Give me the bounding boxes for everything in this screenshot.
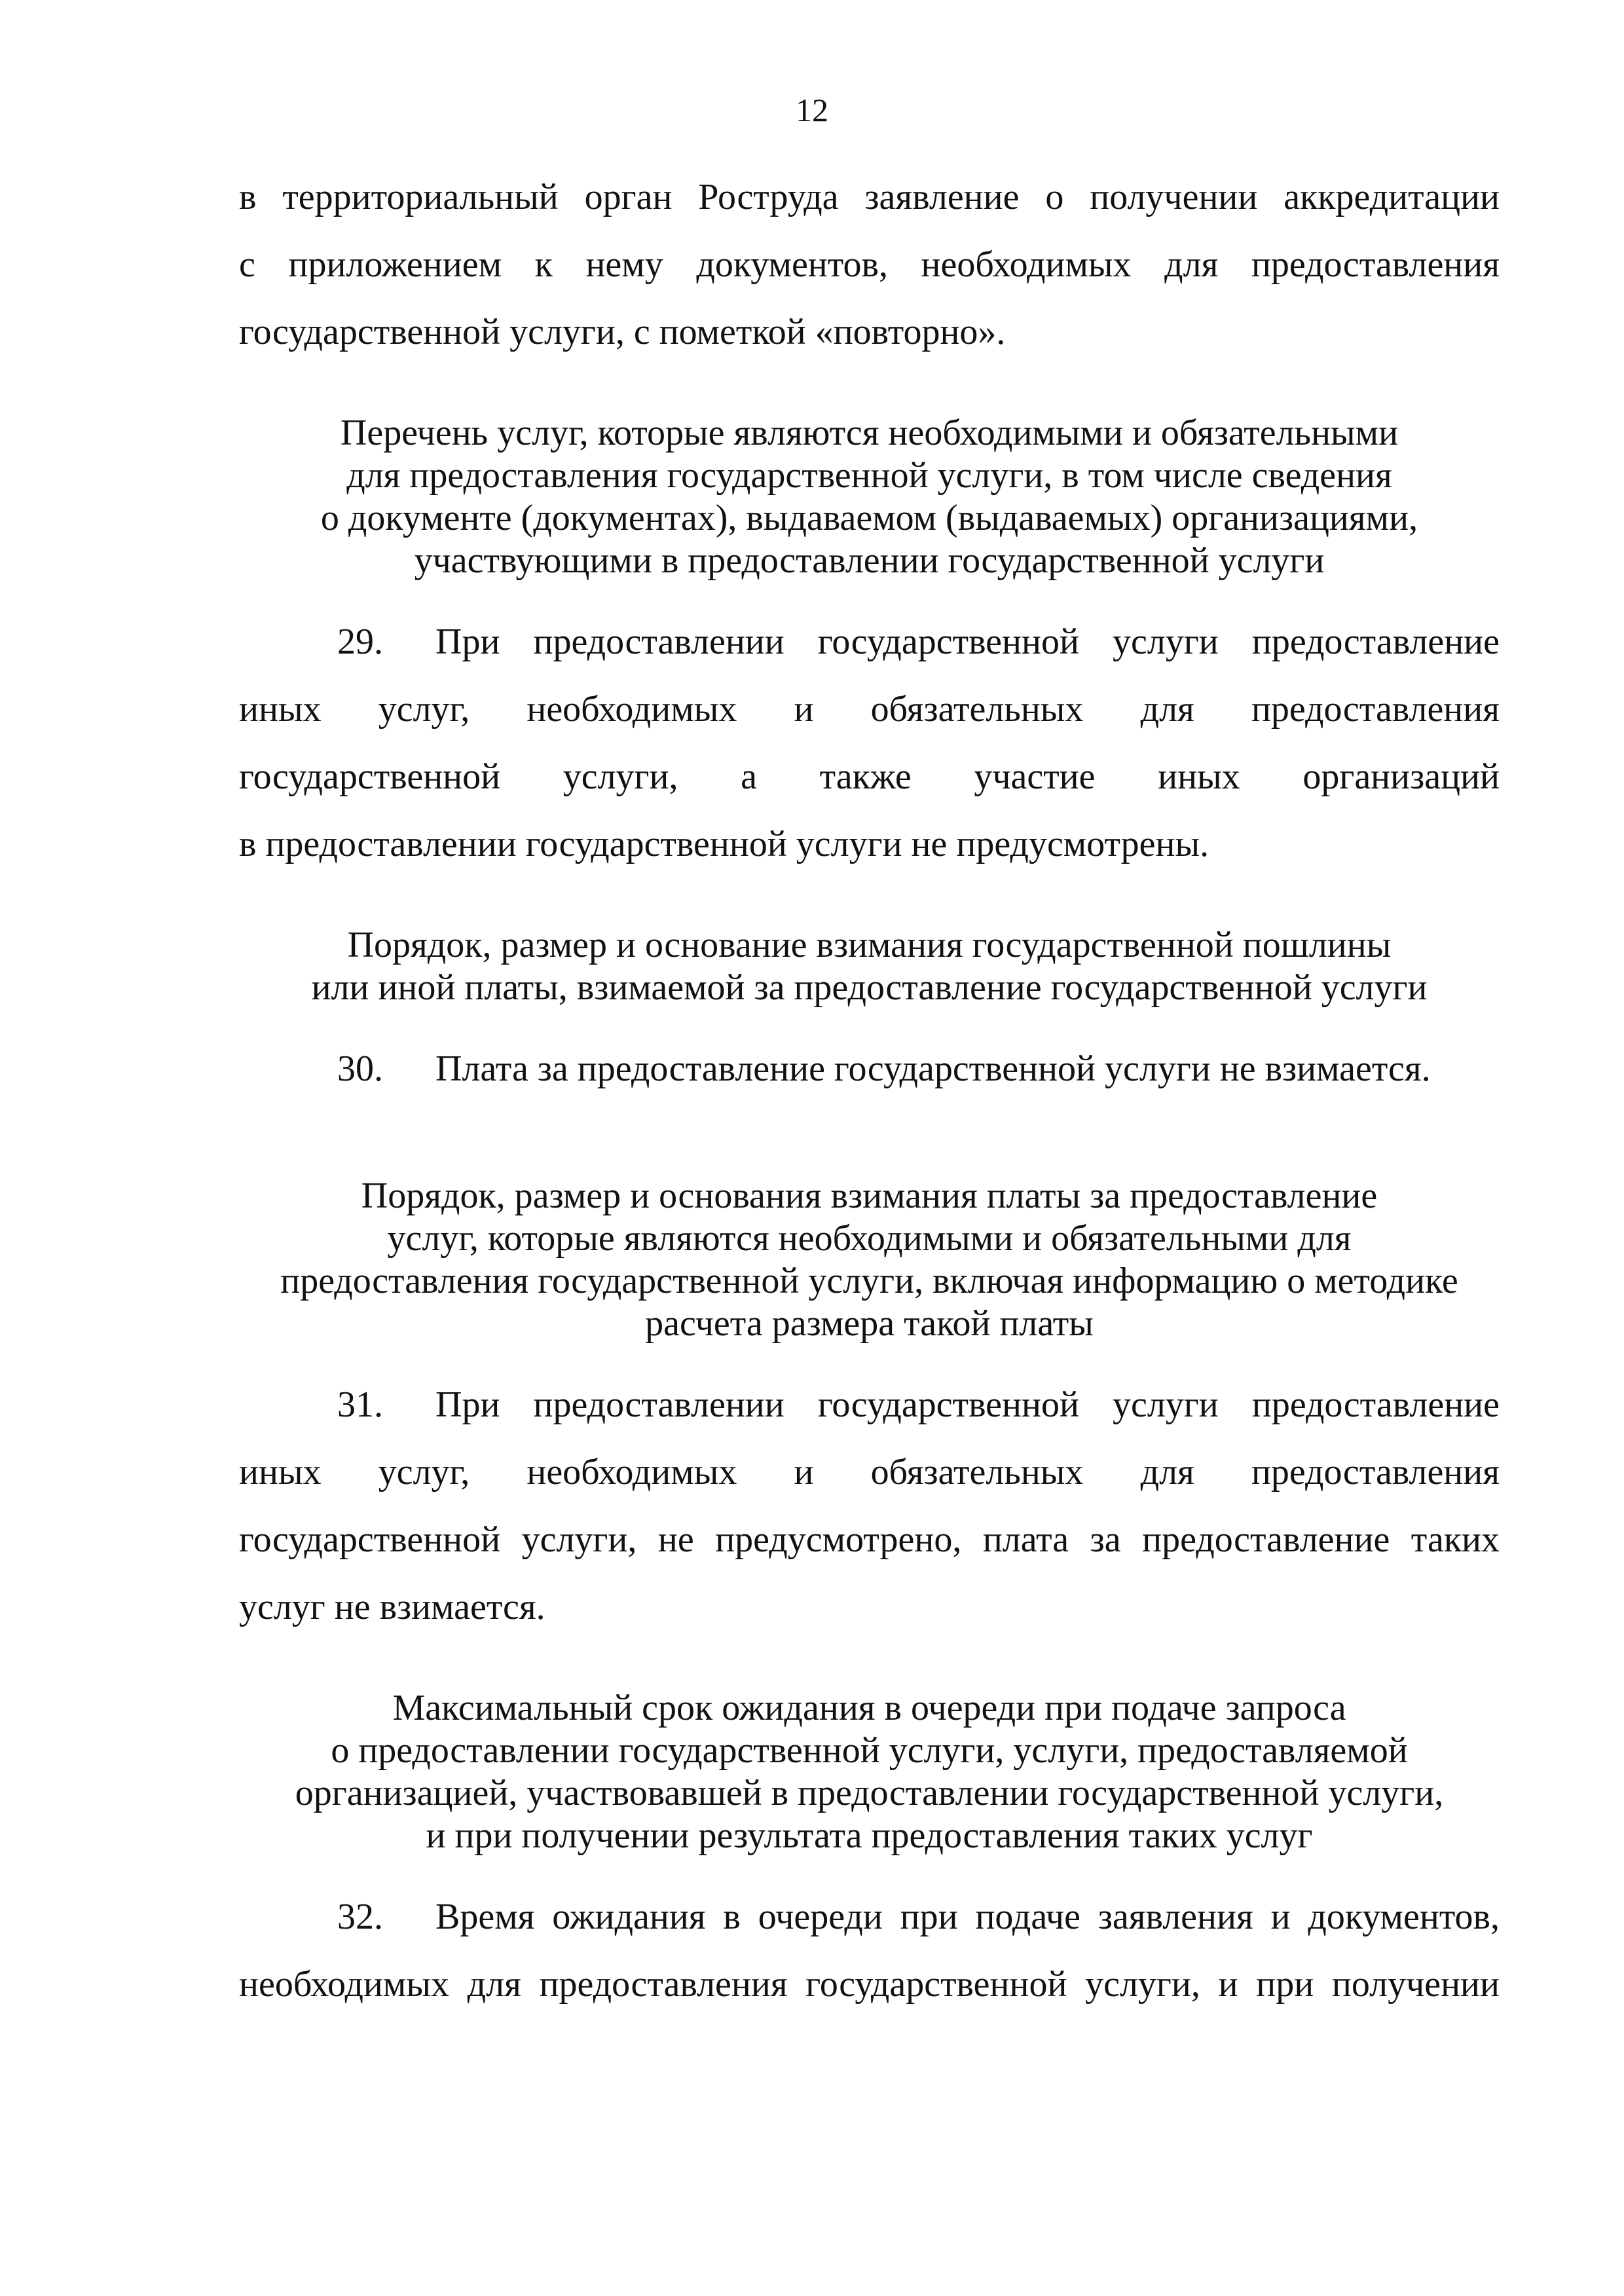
text-line: с приложением к нему документов, необходимых для предоставления	[239, 244, 1500, 285]
text-line: в территориальный орган Роструда заявление о получении аккредитации	[239, 177, 1500, 217]
paragraph-number: 29.	[337, 621, 383, 662]
paragraph-number: 31.	[337, 1384, 383, 1425]
paragraph-number: 32.	[337, 1897, 383, 1937]
paragraph-32	[239, 1883, 1500, 2018]
heading-line: Перечень услуг, которые являются необходимыми и обязательными	[340, 413, 1399, 453]
text-fragment: Время ожидания в очереди при подаче заявления и документов,	[435, 1897, 1500, 1937]
section-heading-queue-time	[239, 1687, 1500, 1857]
page-number: 12	[796, 92, 828, 128]
section-heading-fee-calculation	[239, 1175, 1500, 1345]
text-line	[239, 1035, 1500, 1103]
text-line	[239, 1883, 1500, 1951]
text-fragment: Плата за предоставление государственной услуги не взимается.	[435, 1048, 1431, 1089]
text-line: услуг не взимается.	[239, 1587, 545, 1627]
heading-line: услуг, которые являются необходимыми и обязательными для	[387, 1218, 1352, 1259]
paragraph-29	[239, 608, 1500, 878]
text-line: иных услуг, необходимых и обязательных для предоставления	[239, 689, 1500, 730]
heading-line: о предоставлении государственной услуги, услуги, предоставляемой	[331, 1730, 1408, 1771]
paragraph-30	[239, 1035, 1500, 1103]
page-content	[239, 164, 1500, 2018]
heading-line: расчета размера такой платы	[645, 1303, 1094, 1344]
text-line: иных услуг, необходимых и обязательных для предоставления	[239, 1452, 1500, 1492]
paragraph-31	[239, 1371, 1500, 1641]
heading-line: предоставления государственной услуги, включая информацию о методике	[280, 1261, 1458, 1301]
heading-line: Порядок, размер и основание взимания государственной пошлины	[347, 925, 1392, 965]
heading-line: Максимальный срок ожидания в очереди при подаче запроса	[392, 1688, 1346, 1728]
heading-line: и при получении результата предоставления таких услуг	[426, 1815, 1313, 1856]
heading-line: о документе (документах), выдаваемом (выдаваемых) организациями,	[320, 498, 1418, 538]
section-heading-state-fee	[239, 924, 1500, 1009]
text-line	[239, 608, 1500, 676]
heading-line: участвующими в предоставлении государственной услуги	[414, 540, 1325, 581]
text-line: государственной услуги, не предусмотрено, плата за предоставление таких	[239, 1519, 1500, 1560]
heading-line: Порядок, размер и основания взимания платы за предоставление	[361, 1176, 1378, 1216]
intro-paragraph	[239, 164, 1500, 366]
text-line: в предоставлении государственной услуги не предусмотрены.	[239, 824, 1209, 864]
heading-line: для предоставления государственной услуги, в том числе сведения	[346, 455, 1392, 496]
text-line: необходимых для предоставления государственной услуги, и при получении	[239, 1964, 1500, 2005]
text-line: государственной услуги, а также участие иных организаций	[239, 756, 1500, 797]
text-line: государственной услуги, с пометкой «повторно».	[239, 312, 1006, 352]
heading-line: или иной платы, взимаемой за предоставление государственной услуги	[311, 967, 1428, 1008]
section-heading-services-list	[239, 412, 1500, 582]
heading-line: организацией, участвовавшей в предоставлении государственной услуги,	[295, 1773, 1444, 1813]
text-line	[239, 1371, 1500, 1439]
paragraph-number: 30.	[337, 1048, 383, 1089]
text-fragment: При предоставлении государственной услуги предоставление	[435, 1384, 1500, 1425]
text-fragment: При предоставлении государственной услуги предоставление	[435, 621, 1500, 662]
